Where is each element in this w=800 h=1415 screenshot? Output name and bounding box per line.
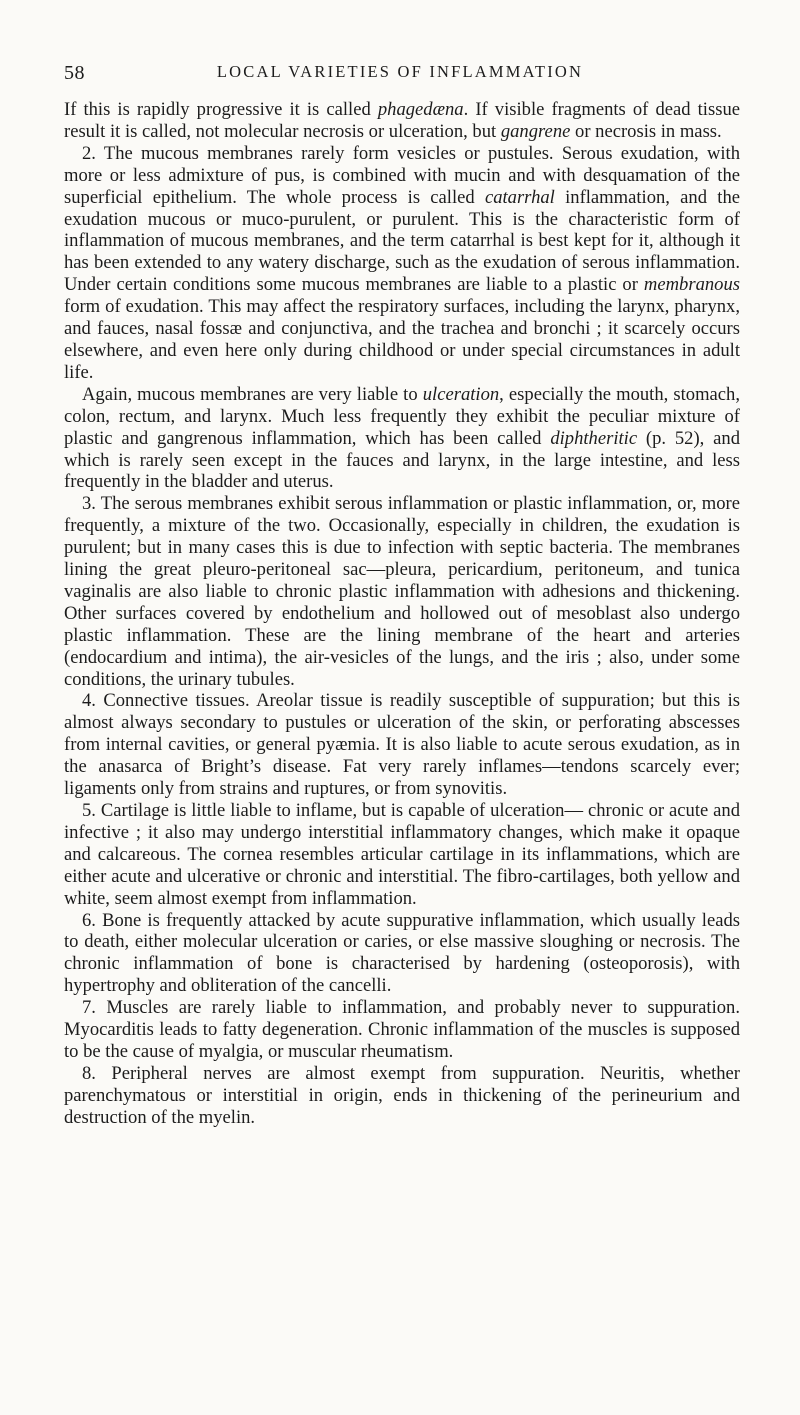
paragraph-connective-tissues bbox=[64, 690, 740, 800]
paragraph-peripheral-nerves bbox=[64, 1063, 740, 1129]
text-run: , especially the mouth, stomach, colon, rectum, and larynx. Much less frequently they exhibit the peculiar mixture of plastic and gangrenous inflammation, which has been called bbox=[64, 383, 740, 449]
text-run: 4. Connective tissues. Areolar tissue is readily susceptible of suppuration; but this is almost always secondary to pustules or ulceration of the skin, or perforating abscesses from internal cavities, or general pyæmia. It is also liable to acute serous exudation, as in the anasarca of Bright’s disease. Fat very rarely inflames—tendons scarcely ever; ligaments only from strains and ruptures, or from synovitis. bbox=[64, 690, 740, 800]
italic-term: phagedæna bbox=[377, 99, 464, 120]
paragraph-bone bbox=[64, 910, 740, 998]
italic-term: ulceration bbox=[422, 383, 500, 405]
text-run: 3. The serous membranes exhibit serous inflammation or plastic inflammation, or, more frequently, a mixture of the two. Occasionally, especially in children, the exudation is purulent; but in many cases this is due to infection with septic bacteria. The membranes lining the great pleuro-peritoneal sac—pleura, pericardium, peritoneum, and tunica vaginalis are also liable to chronic plastic inflammation with adhesions and thickening. Other surfaces covered by endothelium and hollowed out of mesoblast also undergo plastic inflammation. These are the lining membrane of the heart and arteries (endocardium and intima), the air-vesicles of the lungs, and the iris ; also, under some conditions, the urinary tubules. bbox=[64, 493, 740, 690]
text-run: inflammation, and the exudation mucous or muco-purulent, or purulent. This is the characteristic form of inflammation of mucous membranes, and the term catarrhal is best kept for it, although it has been extended to any watery discharge, such as the exudation of serous inflammation. Under certain conditions some mucous membranes are liable to a plastic or bbox=[64, 186, 740, 296]
text-run: If this is rapidly progressive it is called bbox=[64, 99, 378, 120]
italic-term: membranous bbox=[643, 274, 740, 296]
text-run: . If visible fragments of dead tissue result it is called, not molecular necrosis or ulceration, but bbox=[64, 99, 740, 142]
text-run: 5. Cartilage is little liable to inflame, but is capable of ulceration— chronic or acute and infective ; it also may undergo interstitial inflammatory changes, which make it opaque and calcareous. The cornea resembles articular cartilage in its inflammations, which are either acute and ulcerative or chronic and interstitial. The fibro-cartilages, both yellow and white, seem almost exempt from inflammation. bbox=[64, 800, 740, 909]
paragraph-mucous-membranes bbox=[64, 143, 740, 384]
text-run: form of exudation. This may affect the respiratory surfaces, including the larynx, pharynx, and fauces, nasal fossæ and conjunctiva, and the trachea and bronchi ; it scarcely occurs elsewhere, and even here only during childhood or under special circumstances in adult life. bbox=[64, 296, 740, 383]
text-run: 8. Peripheral nerves are almost exempt from suppuration. Neuritis, whether parenchymatous or interstitial in origin, ends in thickening of the perineurium and destruction of the myelin. bbox=[64, 1062, 740, 1128]
italic-term: diphtheritic bbox=[550, 427, 638, 449]
running-head: LOCAL VARIETIES OF INFLAMMATION bbox=[216, 62, 584, 81]
text-run: 6. Bone is frequently attacked by acute suppurative inflammation, which usually leads to death, either molecular ulceration or caries, or else massive sloughing or necrosis. The chronic inflammation of bone is characterised by hardening (osteoporosis), with hypertrophy and obliteration of the cancelli. bbox=[64, 909, 740, 997]
page-header bbox=[64, 62, 736, 92]
text-run: 2. The mucous membranes rarely form vesicles or pustules. Serous exudation, with more or less admixture of pus, is combined with mucin and with desquamation of the superficial epithelium. The whole process is called bbox=[64, 142, 740, 208]
page-number: 58 bbox=[64, 62, 85, 84]
body-text bbox=[64, 99, 740, 1129]
text-run: 7. Muscles are rarely liable to inflammation, and probably never to suppuration. Myocarditis leads to fatty degeneration. Chronic inflammation of the muscles is supposed to be the cause of myalgia, or muscular rheumatism. bbox=[64, 997, 740, 1062]
text-run: or necrosis in mass. bbox=[570, 120, 722, 142]
italic-term: catarrhal bbox=[484, 186, 555, 208]
paragraph-muscles bbox=[64, 997, 740, 1063]
paragraph-phagedaena bbox=[64, 99, 740, 143]
text-run: Again, mucous membranes are very liable to bbox=[82, 383, 423, 405]
text-run: (p. 52), and which is rarely seen except in the fauces and larynx, in the large intestine, and less frequently in the bladder and uterus. bbox=[64, 427, 740, 493]
paragraph-ulceration bbox=[64, 384, 740, 494]
italic-term: gangrene bbox=[500, 120, 571, 142]
paragraph-serous-membranes bbox=[64, 493, 740, 690]
paragraph-cartilage bbox=[64, 800, 740, 910]
